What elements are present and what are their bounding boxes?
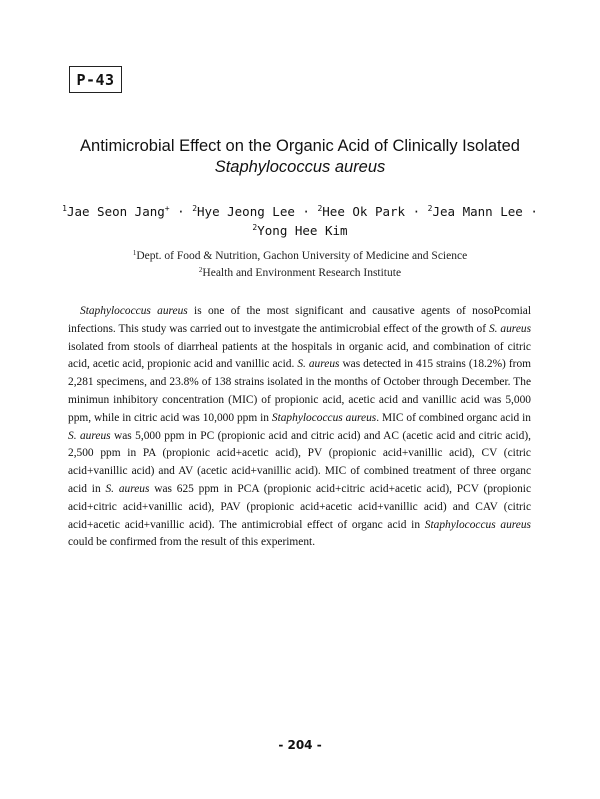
affiliation-mark: 1 (132, 249, 137, 257)
title-line: Antimicrobial Effect on the Organic Acid of Clinically Isolated (80, 137, 520, 155)
author-separator: · (405, 204, 428, 219)
author-name: Jea Mann Lee (432, 204, 523, 219)
species-name: Staphylococcus aureus (424, 518, 531, 531)
author (192, 204, 317, 219)
author-name: Hye Jeong Lee (197, 204, 295, 219)
affiliation-line (40, 246, 560, 263)
affiliations (40, 246, 560, 280)
abstract-text: was 625 ppm in PCA (propionic acid+citric acid+acetic acid), PCV (propionic acid+citric acid+vanillic acid), PAV (propionic acid+acetic acid+vanillic acid) and CAV (citric acid+acetic acid+vanillic acid). The antimicrobial effect of organc acid in (68, 482, 532, 531)
abstract-text: could be confirmed from the result of this experiment. (68, 536, 316, 549)
author (252, 223, 347, 238)
species-name: Staphylococcus aureus (80, 305, 188, 317)
author (428, 204, 538, 219)
affiliation-mark: 2 (198, 266, 203, 274)
author-affiliation-mark: 1 (62, 204, 67, 213)
author (62, 204, 192, 219)
title-species: Staphylococcus aureus (214, 158, 386, 176)
author-affiliation-mark: 2 (317, 204, 323, 213)
abstract-text: was 5,000 ppm in PC (propionic acid and citric acid) and AC (acetic acid and citric acid), 2,500 ppm in PA (propionic acid+acetic acid), PV (propionic acid+vanillic acid), CV (citric acid+vanillic acid) and AV (acetic acid+vanillic acid). MIC of combined treatment of three organc acid in (68, 429, 531, 495)
abstract-body (68, 303, 531, 552)
species-name: S. aureus (488, 322, 531, 335)
author-separator: · (522, 204, 538, 219)
poster-number-badge: P-43 (69, 66, 122, 93)
corresponding-author-mark: + (164, 204, 170, 213)
author-name: Jae Seon Jang (66, 204, 165, 219)
author-affiliation-mark: 2 (192, 204, 198, 213)
affiliation-line (40, 263, 560, 280)
species-name: S. aureus (105, 482, 150, 495)
species-name: S. aureus (297, 358, 340, 371)
author-affiliation-mark: 2 (427, 204, 433, 213)
abstract-text: was detected in 415 strains (18.2%) from 2,281 specimens, and 23.8% of 138 strains isolated in the months of October through December. The minimun inhibitory concentration (MIC) of propionic acid, acetic acid and vanillic acid was 5,000 ppm, while in citric acid was 10,000 ppm in (68, 358, 531, 424)
author-name: Hee Ok Park (322, 204, 406, 219)
author (317, 204, 427, 219)
species-name: Staphylococcus aureus (271, 411, 377, 424)
author-list (40, 201, 560, 239)
affiliation-text: Health and Environment Research Institute (202, 267, 402, 279)
author-separator: · (294, 204, 318, 219)
author-name: Yong Hee Kim (257, 223, 348, 238)
abstract-text: isolated from stools of diarrheal patients at the hospitals in organic acid, and combination of citric acid, acetic acid, propionic acid and vanillic acid. (68, 340, 531, 371)
author-affiliation-mark: 2 (252, 223, 258, 232)
author-separator: · (169, 204, 193, 219)
paper-title (40, 136, 560, 178)
page-number: - 204 - (278, 738, 322, 752)
affiliation-text: Dept. of Food & Nutrition, Gachon University of Medicine and Science (136, 250, 468, 262)
species-name: S. aureus (68, 429, 111, 442)
abstract-text: . MIC of combined organc acid in (376, 411, 531, 424)
abstract-text: is one of the most significant and causative agents of nosoPcomial infections. This study was carried out to investgate the antimicrobial effect of the growth of (68, 305, 531, 335)
